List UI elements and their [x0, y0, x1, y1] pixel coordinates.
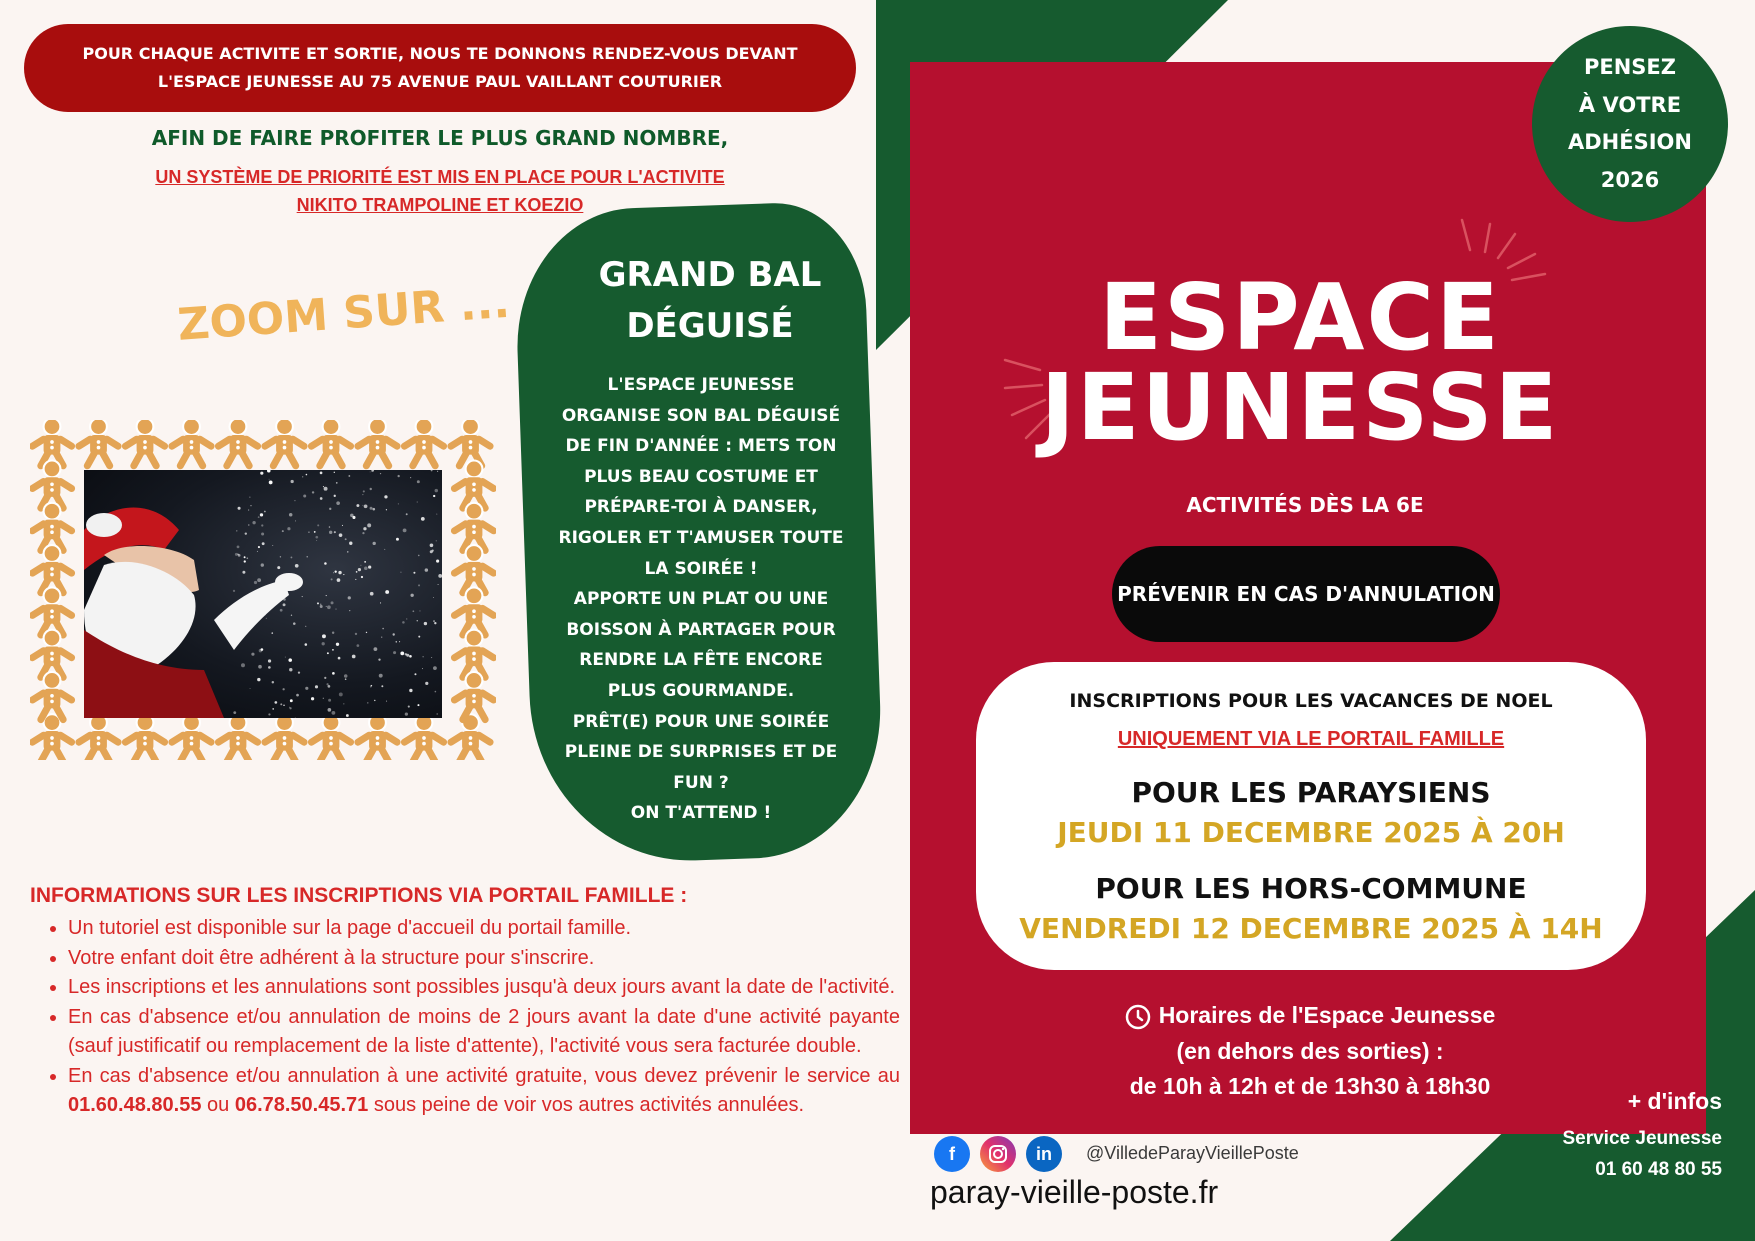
gingerbread-icon	[404, 420, 443, 466]
hors-commune-group: POUR LES HORS-COMMUNE	[1095, 872, 1527, 905]
info-item: • Votre enfant doit être adhérent à la structure pour s'inscrire.	[68, 944, 900, 974]
parays-group: POUR LES PARAYSIENS	[1131, 776, 1491, 809]
parays-date: JEUDI 11 DECEMBRE 2025 À 20H	[1057, 816, 1565, 849]
membership-line: À VOTRE	[1578, 92, 1682, 117]
meeting-point-banner	[24, 24, 856, 112]
facebook-icon[interactable]: f	[934, 1136, 970, 1172]
info-list	[30, 914, 900, 1121]
gingerbread-icon	[218, 714, 257, 760]
santa-photo	[84, 470, 442, 718]
activities-age: ACTIVITÉS DÈS LA 6E	[1186, 493, 1424, 517]
more-info-label: + d'infos	[1627, 1088, 1722, 1114]
hours-line-2: (en dehors des sorties) :	[1176, 1037, 1444, 1064]
bal-line: RENDRE LA FÊTE ENCORE	[579, 650, 823, 671]
info-text: sous peine de voir vos autres activités annulées.	[368, 1094, 805, 1116]
bal-line: APPORTE UN PLAT OU UNE	[573, 589, 829, 610]
gingerbread-icon	[125, 714, 164, 760]
bal-description	[556, 370, 846, 829]
bal-line: BOISSON À PARTAGER POUR	[566, 619, 836, 640]
instagram-icon[interactable]	[980, 1136, 1016, 1172]
bal-title	[540, 250, 880, 352]
gingerbread-icon	[79, 420, 118, 466]
gingerbread-icon	[172, 714, 211, 760]
meeting-point-line-1: POUR CHAQUE ACTIVITE ET SORTIE, NOUS TE DONNONS RENDEZ-VOUS DEVANT	[82, 44, 798, 63]
hours-title: Horaires de l'Espace Jeunesse	[1158, 1002, 1496, 1028]
gingerbread-icon	[32, 420, 71, 466]
cancel-notice-pill: PRÉVENIR EN CAS D'ANNULATION	[1112, 546, 1500, 642]
gingerbread-icon	[218, 420, 257, 466]
info-text: En cas d'absence et/ou annulation à une activité gratuite, vous devez prévenir le service au	[68, 1064, 900, 1087]
bal-line: ORGANISE SON BAL DÉGUISÉ	[561, 405, 841, 426]
social-icons	[934, 1136, 1062, 1172]
phone-number: 06.78.50.45.71	[234, 1094, 369, 1116]
bal-line: RIGOLER ET T'AMUSER TOUTE	[558, 527, 844, 548]
priority-line-1: UN SYSTÈME DE PRIORITÉ EST MIS EN PLACE POUR L'ACTIVITE	[155, 167, 725, 187]
hours-line-3: de 10h à 12h et de 13h30 à 18h30	[1129, 1073, 1491, 1099]
membership-badge	[1532, 26, 1728, 222]
hours-line-1	[1030, 998, 1590, 1034]
priority-intro: AFIN DE FAIRE PROFITER LE PLUS GRAND NOMBRE,	[151, 126, 729, 150]
gingerbread-icon	[265, 714, 304, 760]
linkedin-icon[interactable]: in	[1026, 1136, 1062, 1172]
registration-heading: INSCRIPTIONS POUR LES VACANCES DE NOEL	[1069, 690, 1553, 712]
gingerbread-icon	[79, 714, 118, 760]
info-item: • En cas d'absence et/ou annulation de moins de 2 jours avant la date d'une activité payante (sauf justificatif ou remplacement de la liste d'attente), l'activité vous sera facturée double.	[68, 1003, 900, 1062]
zoom-heading: ZOOM SUR ...	[176, 276, 512, 351]
info-item	[68, 1062, 900, 1121]
portal-only-notice: UNIQUEMENT VIA LE PORTAIL FAMILLE	[1117, 728, 1505, 750]
bal-line: PLUS GOURMANDE.	[607, 680, 795, 701]
santa-illustration	[84, 470, 442, 718]
bal-line: L'ESPACE JEUNESSE	[607, 375, 795, 395]
meeting-point-line-2: L'ESPACE JEUNESSE AU 75 AVENUE PAUL VAILLANT COUTURIER	[157, 72, 723, 91]
gingerbread-icon	[265, 420, 304, 466]
membership-line: PENSEZ	[1583, 55, 1676, 79]
hors-commune-date: VENDREDI 12 DECEMBRE 2025 À 14H	[1019, 912, 1603, 945]
bal-line: PRÉPARE-TOI À DANSER,	[584, 497, 818, 518]
info-title: INFORMATIONS SUR LES INSCRIPTIONS VIA PORTAIL FAMILLE :	[30, 884, 688, 907]
bal-title-line-2: DÉGUISÉ	[626, 306, 794, 346]
bal-line: PRÊT(E) POUR UNE SOIRÉE	[572, 711, 830, 732]
gingerbread-icon	[358, 420, 397, 466]
gingerbread-icon	[311, 420, 350, 466]
info-text: ou	[201, 1094, 235, 1116]
gingerbread-icon	[404, 714, 443, 760]
gingerbread-icon	[451, 420, 490, 466]
bal-line: FUN ?	[673, 772, 729, 793]
service-name: Service Jeunesse	[1562, 1128, 1722, 1149]
bal-line: PLEINE DE SURPRISES ET DE	[564, 742, 838, 763]
bal-line: DE FIN D'ANNÉE : METS TON	[565, 436, 837, 457]
membership-line: 2026	[1600, 167, 1660, 192]
service-phone[interactable]: 01 60 48 80 55	[1595, 1159, 1722, 1180]
gingerbread-icon	[172, 420, 211, 466]
gingerbread-icon	[125, 420, 164, 466]
social-handle[interactable]: @VilledeParayVieillePoste	[1086, 1143, 1299, 1163]
info-item: • Les inscriptions et les annulations sont possibles jusqu'à deux jours avant la date de l'activité.	[68, 973, 900, 1003]
bal-line: PLUS BEAU COSTUME ET	[584, 466, 818, 487]
gingerbread-icon	[358, 714, 397, 760]
clock-icon	[1125, 1004, 1151, 1030]
gingerbread-icon	[311, 714, 350, 760]
opening-hours	[1030, 998, 1590, 1105]
bal-line: LA SOIRÉE !	[644, 558, 758, 579]
phone-number: 01.60.48.80.55	[68, 1094, 202, 1116]
info-item: • Un tutoriel est disponible sur la page d'accueil du portail famille.	[68, 914, 900, 944]
bal-line: ON T'ATTEND !	[630, 803, 772, 824]
title-line-2: JEUNESSE	[1040, 354, 1560, 461]
priority-line-2: NIKITO TRAMPOLINE ET KOEZIO	[296, 195, 584, 215]
membership-line: ADHÉSION	[1568, 130, 1692, 154]
website-link[interactable]: paray-vieille-poste.fr	[930, 1174, 1219, 1210]
title-line-1: ESPACE	[1099, 264, 1501, 371]
bal-title-line-1: GRAND BAL	[598, 255, 822, 295]
